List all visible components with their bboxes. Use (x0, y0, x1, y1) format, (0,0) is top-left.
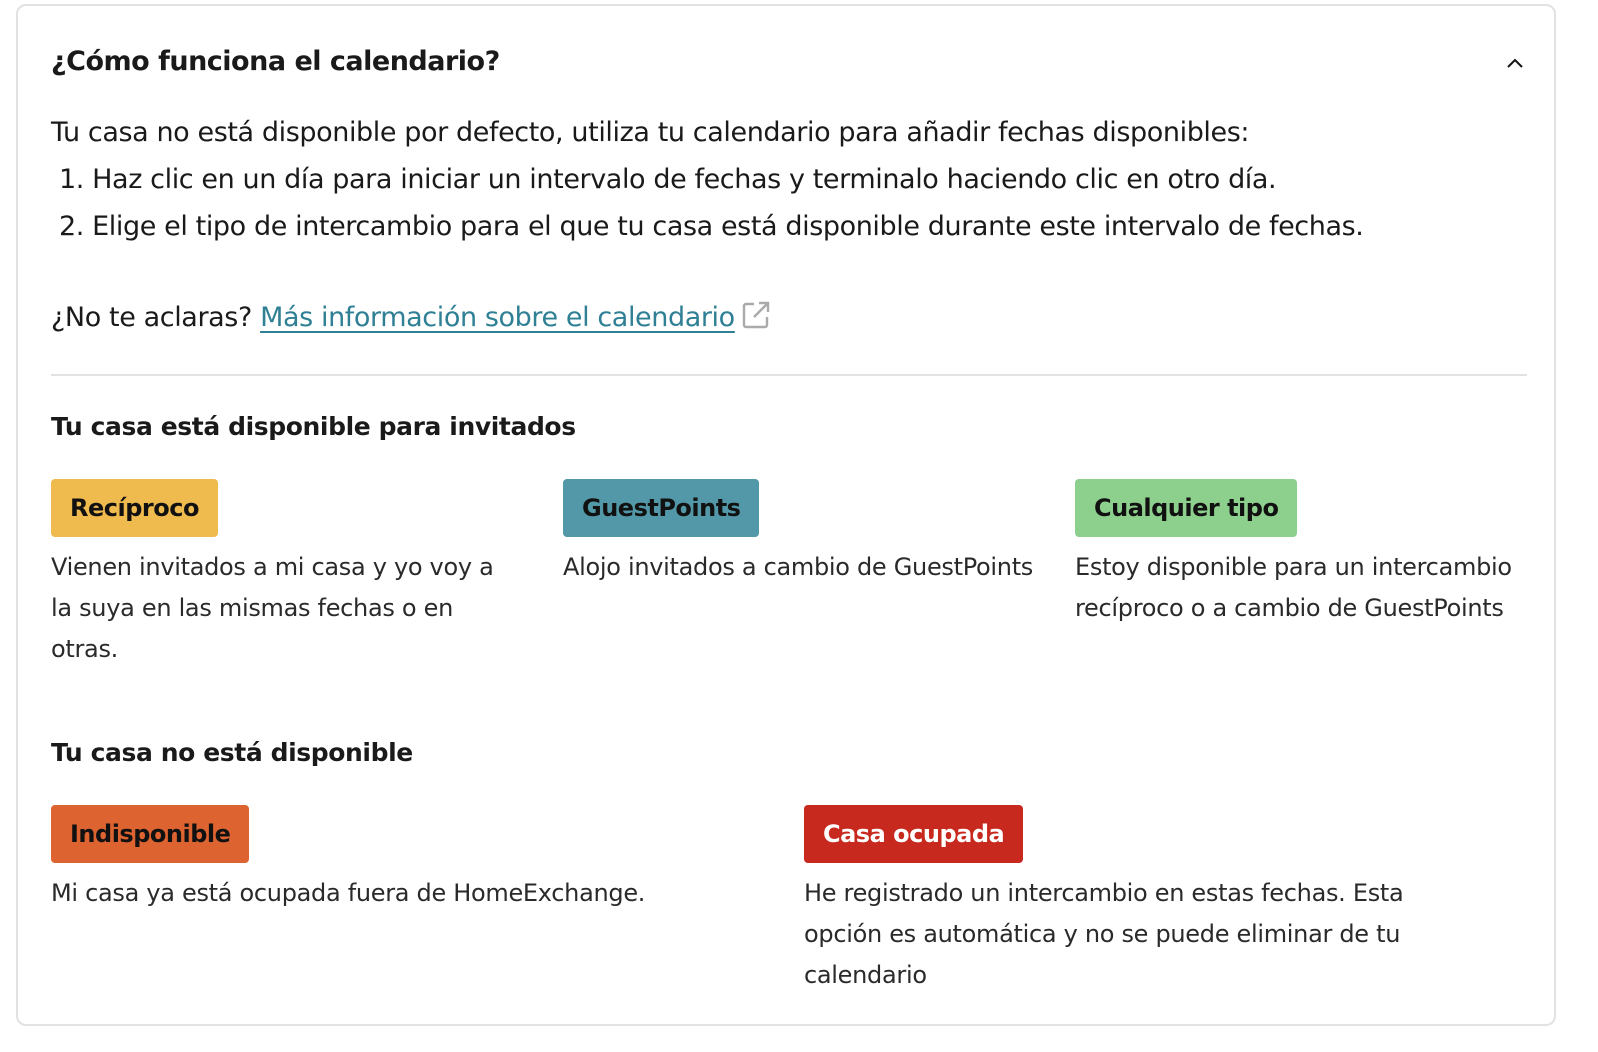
step-item: 2. Elige el tipo de intercambio para el que tu casa está disponible durante este intervalo de fechas. (59, 211, 1364, 242)
legend-desc: Alojo invitados a cambio de GuestPoints (563, 553, 1034, 581)
badge-unavailable: Indisponible (51, 805, 249, 863)
legend-house-occupied (804, 805, 1484, 996)
steps-list (51, 156, 1363, 250)
badge-any-type: Cualquier tipo (1075, 479, 1297, 537)
unavailable-heading: Tu casa no está disponible (51, 738, 413, 767)
legend-desc: Estoy disponible para un intercambio recíproco o a cambio de GuestPoints (1075, 553, 1512, 622)
intro (51, 109, 1363, 250)
badge-reciprocal: Recíproco (51, 479, 218, 537)
legend-reciprocal (51, 479, 521, 670)
intro-text: Tu casa no está disponible por defecto, utiliza tu calendario para añadir fechas disponibles: (51, 117, 1250, 148)
legend-any-type (1075, 479, 1545, 629)
calendar-info-link[interactable]: Más información sobre el calendario (260, 302, 735, 333)
step-item: 1. Haz clic en un día para iniciar un intervalo de fechas y terminalo haciendo clic en otro día. (59, 164, 1277, 195)
legend-unavailable (51, 805, 751, 914)
divider (51, 374, 1527, 376)
legend-desc: Vienen invitados a mi casa y yo voy a la suya en las mismas fechas o en otras. (51, 553, 494, 663)
external-link-icon[interactable] (741, 300, 771, 330)
help-line (51, 300, 771, 333)
calendar-help-panel (16, 4, 1556, 1026)
available-heading: Tu casa está disponible para invitados (51, 412, 576, 441)
legend-guestpoints (563, 479, 1033, 588)
chevron-up-icon[interactable] (1504, 52, 1526, 74)
legend-desc: Mi casa ya está ocupada fuera de HomeExchange. (51, 879, 646, 907)
badge-house-occupied: Casa ocupada (804, 805, 1023, 863)
badge-guestpoints: GuestPoints (563, 479, 759, 537)
help-prefix: ¿No te aclaras? (51, 302, 252, 333)
legend-desc: He registrado un intercambio en estas fechas. Esta opción es automática y no se puede eliminar de tu calendario (804, 879, 1404, 989)
panel-title: ¿Cómo funciona el calendario? (51, 46, 500, 77)
